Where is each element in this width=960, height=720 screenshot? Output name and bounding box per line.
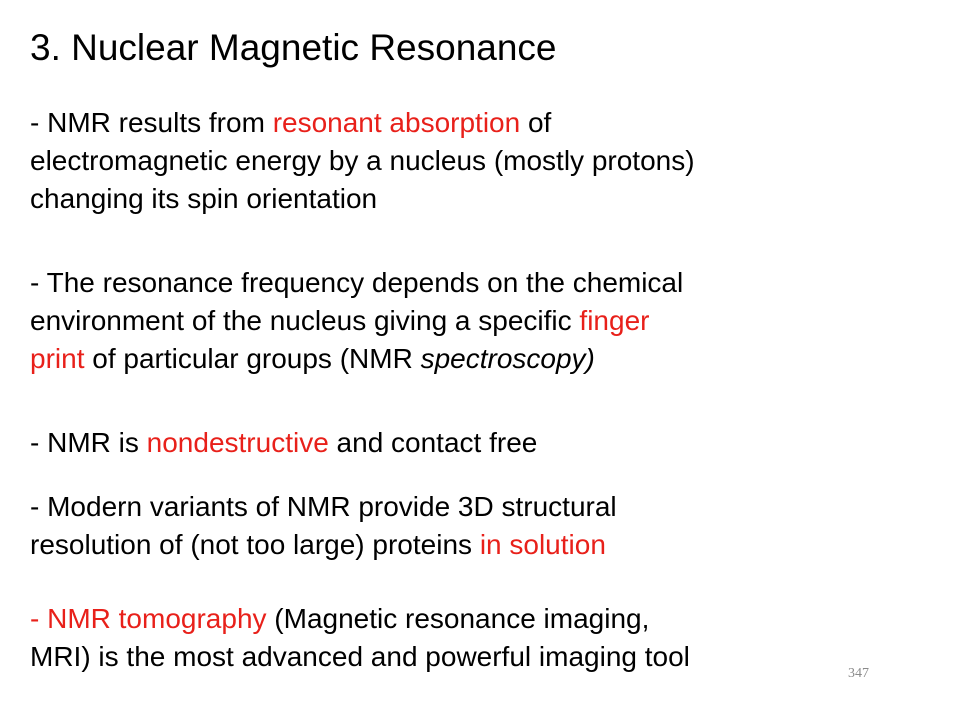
text-segment: resolution of (not too large) proteins <box>30 529 480 560</box>
text-segment: - NMR is <box>30 427 147 458</box>
text-segment: electromagnetic energy by a nucleus (mostly protons) <box>30 145 695 176</box>
paragraph-nmr-tomography <box>30 600 930 676</box>
slide-title: 3. Nuclear Magnetic Resonance <box>30 27 557 68</box>
highlight-text: print <box>30 343 85 374</box>
paragraph-resonance-frequency <box>30 264 930 378</box>
highlight-text: - NMR tomography <box>30 603 267 634</box>
paragraph-modern-variants <box>30 488 930 564</box>
text-segment: of <box>520 107 552 138</box>
paragraph-nondestructive <box>30 424 930 462</box>
italic-text: spectroscopy) <box>420 343 595 374</box>
highlight-text: in solution <box>479 529 606 560</box>
text-segment: (Magnetic resonance imaging, <box>266 603 650 634</box>
page-number: 347 <box>848 666 869 681</box>
paragraph-nmr-results <box>30 104 930 218</box>
text-segment: and contact free <box>328 427 538 458</box>
text-segment: environment of the nucleus giving a specific <box>30 305 580 336</box>
highlight-text: finger <box>579 305 650 336</box>
text-segment: - NMR results from <box>30 107 273 138</box>
text-segment: - Modern variants of NMR provide 3D structural <box>30 491 617 522</box>
text-segment: changing its spin orientation <box>30 183 378 214</box>
highlight-text: resonant absorption <box>272 107 521 138</box>
text-segment: of particular groups (NMR <box>84 343 421 374</box>
text-segment: - The resonance frequency depends on the chemical <box>30 267 684 298</box>
highlight-text: nondestructive <box>146 427 329 458</box>
text-segment: MRI) is the most advanced and powerful imaging tool <box>30 641 690 672</box>
